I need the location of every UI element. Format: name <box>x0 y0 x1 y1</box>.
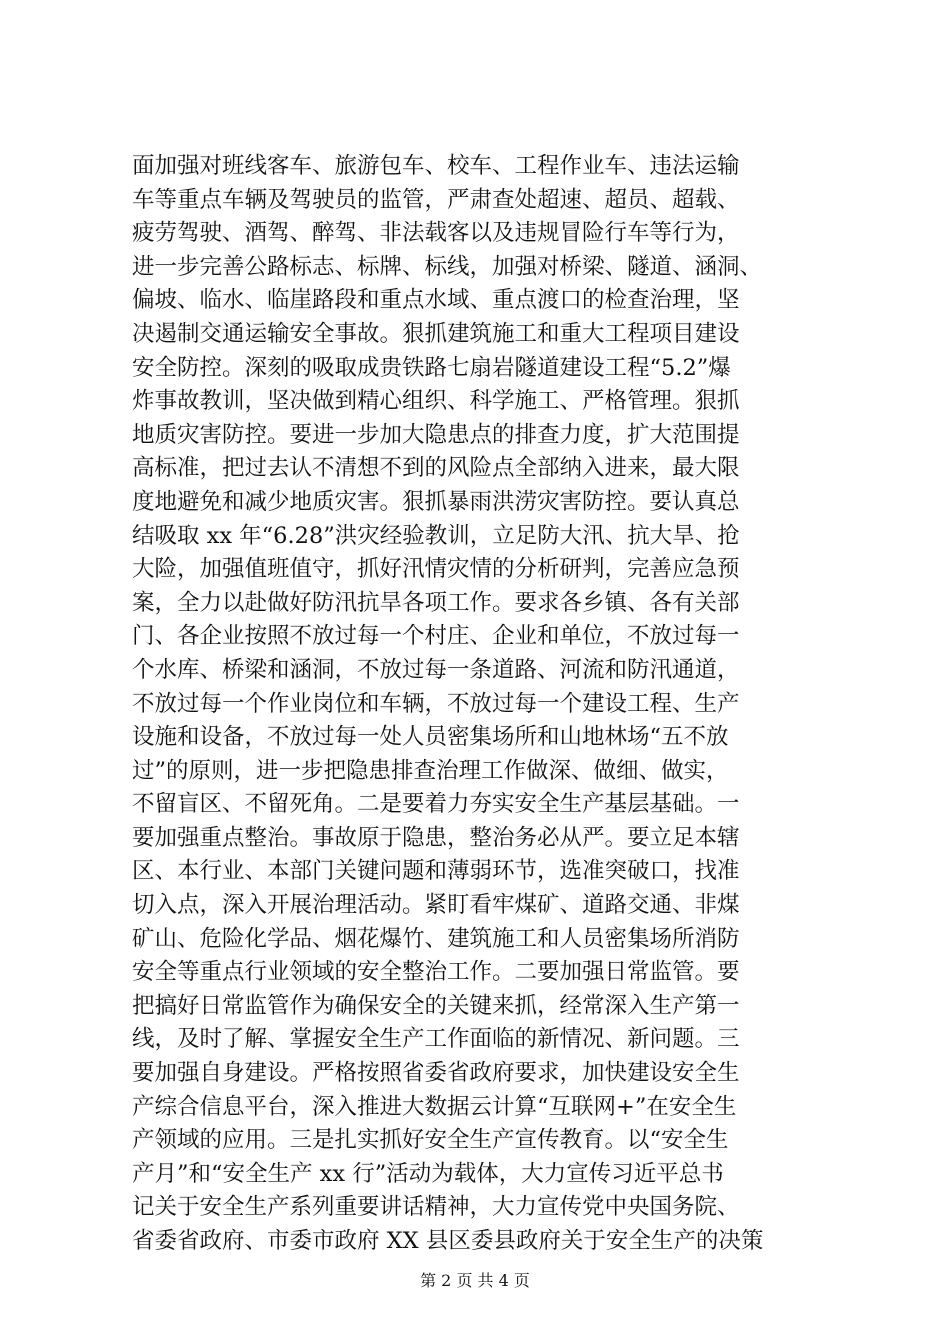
text-line: 地质灾害防控。要进一步加大隐患点的排查力度，扩大范围提 <box>132 421 740 448</box>
text-line: 不留盲区、不留死角。二是要着力夯实安全生产基层基础。一 <box>132 791 740 818</box>
text-line: 产综合信息平台，深入推进大数据云计算“互联网+”在安全生 <box>132 1093 737 1120</box>
text-line: 省委省政府、市委市政府 XX 县区委县政府关于安全生产的决策 <box>132 1228 764 1254</box>
text-line: 进一步完善公路标志、标牌、标线，加强对桥梁、隧道、涵洞、 <box>132 253 763 280</box>
text-line: 决遏制交通运输安全事故。狠抓建筑施工和重大工程项目建设 <box>132 320 740 347</box>
text-line: 把搞好日常监管作为确保安全的关键来抓，经常深入生产第一 <box>132 992 740 1019</box>
text-line: 个水库、桥梁和涵洞，不放过每一条道路、河流和防汛通道， <box>132 656 740 683</box>
text-line: 要加强重点整治。事故原于隐患，整治务必从严。要立足本辖 <box>132 824 740 851</box>
text-line: 结吸取 xx 年“6.28”洪灾经验教训，立足防大汛、抗大旱、抢 <box>132 522 740 549</box>
text-line: 线，及时了解、掌握安全生产工作面临的新情况、新问题。三 <box>132 1026 740 1053</box>
text-line: 过”的原则，进一步把隐患排查治理工作做深、做细、做实， <box>132 757 729 784</box>
text-line: 门、各企业按照不放过每一个村庄、企业和单位，不放过每一 <box>132 623 740 650</box>
text-line: 产领域的应用。三是扎实抓好安全生产宣传教育。以“安全生 <box>132 1127 729 1154</box>
text-line: 记关于安全生产系列重要讲话精神，大力宣传党中央国务院、 <box>132 1194 740 1221</box>
text-line: 车等重点车辆及驾驶员的监管，严肃查处超速、超员、超载、 <box>132 186 740 213</box>
text-line: 炸事故教训，坚决做到精心组织、科学施工、严格管理。狠抓 <box>132 388 740 415</box>
text-line: 高标准，把过去认不清想不到的风险点全部纳入进来，最大限 <box>132 455 740 482</box>
text-line: 设施和设备，不放过每一处人员密集场所和山地林场“五不放 <box>132 724 729 751</box>
text-line: 偏坡、临水、临崖路段和重点水域、重点渡口的检查治理，坚 <box>132 287 740 314</box>
text-line: 疲劳驾驶、酒驾、醉驾、非法载客以及违规冒险行车等行为， <box>132 220 740 247</box>
text-line: 产月”和“安全生产 xx 行”活动为载体，大力宣传习近平总书 <box>132 1160 724 1187</box>
text-line: 矿山、危险化学品、烟花爆竹、建筑施工和人员密集场所消防 <box>132 925 740 952</box>
text-line: 度地避免和减少地质灾害。狠抓暴雨洪涝灾害防控。要认真总 <box>132 488 740 515</box>
text-line: 安全等重点行业领域的安全整治工作。二要加强日常监管。要 <box>132 959 740 986</box>
text-line: 不放过每一个作业岗位和车辆，不放过每一个建设工程、生产 <box>132 690 740 717</box>
page-footer: 第 2 页 共 4 页 <box>420 1271 530 1290</box>
text-line: 大险，加强值班值守，抓好汛情灾情的分析研判，完善应急预 <box>132 556 740 583</box>
text-line: 案，全力以赴做好防汛抗旱各项工作。要求各乡镇、各有关部 <box>132 589 740 616</box>
body-text <box>132 150 832 1259</box>
text-line: 安全防控。深刻的吸取成贵铁路七扇岩隧道建设工程“5.2”爆 <box>132 354 731 381</box>
text-line: 面加强对班线客车、旅游包车、校车、工程作业车、违法运输 <box>132 153 740 179</box>
text-line: 区、本行业、本部门关键问题和薄弱环节，选准突破口，找准 <box>132 858 740 885</box>
text-line: 要加强自身建设。严格按照省委省政府要求，加快建设安全生 <box>132 1060 740 1087</box>
text-line: 切入点，深入开展治理活动。紧盯看牢煤矿、道路交通、非煤 <box>132 892 740 919</box>
